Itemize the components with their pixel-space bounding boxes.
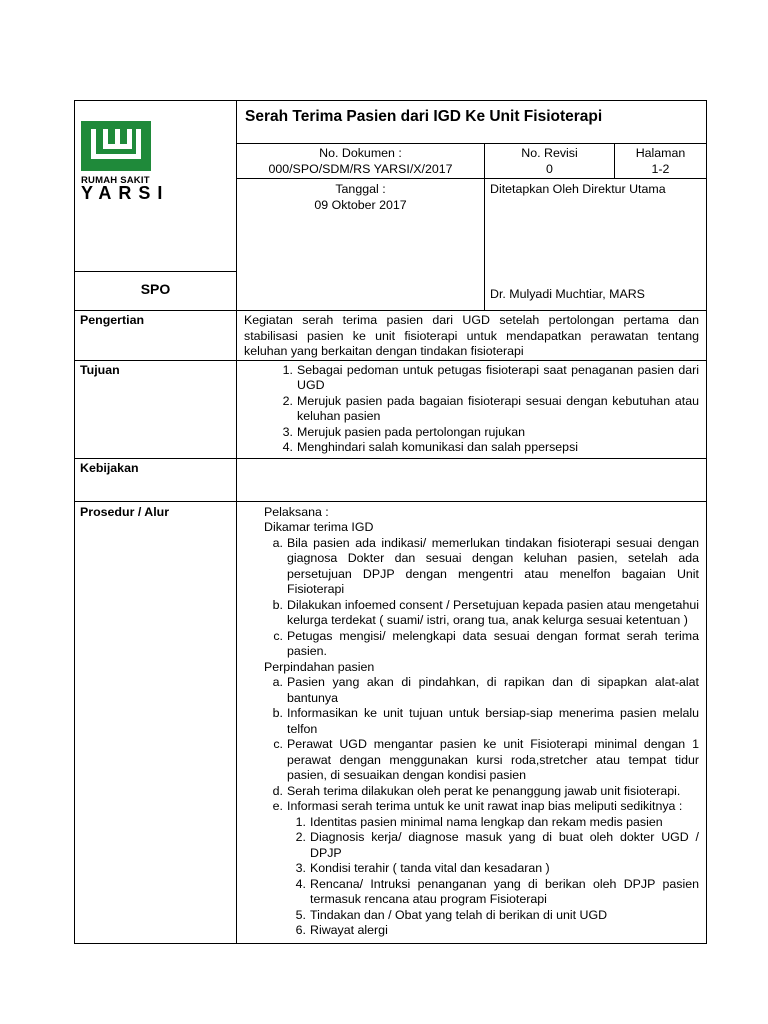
list-item-text: Serah terima dilakukan oleh perat ke penanggung jawab unit fisioterapi. — [287, 783, 681, 798]
igd-list — [272, 535, 699, 660]
pindah-list — [272, 675, 699, 815]
tanggal-label: Tanggal : — [335, 182, 386, 196]
dokumen-value: 000/SPO/SDM/RS YARSI/X/2017 — [268, 161, 453, 176]
kebijakan-label: Kebijakan — [75, 458, 237, 501]
list-item-text: Petugas mengisi/ melengkapi data sesuai dengan format serah terima pasien. — [287, 628, 699, 658]
list-item-text: Dilakukan infoemed consent / Persetujuan kepada pasien atau mengetahui kelurga terdekat ( suami/ istri, orang tua, anak kelurga sesuai ketentuan ) — [287, 597, 699, 627]
list-item-text: Merujuk pasien pada bagaian fisioterapi sesuai dengan kebutuhan atau keluhan pasien — [297, 393, 699, 423]
list-item — [295, 923, 699, 939]
list-item-text: Informasikan ke unit tujuan untuk bersiap-siap menerima pasien melalu telfon — [287, 706, 699, 736]
tujuan-label: Tujuan — [75, 360, 237, 458]
pengertian-label: Pengertian — [75, 311, 237, 361]
list-item-number: c. — [273, 628, 283, 643]
list-item — [282, 440, 699, 456]
tanggal-value: 09 Oktober 2017 — [314, 197, 407, 212]
list-item — [295, 830, 699, 861]
list-item-text: Menghindari salah komunikasi dan salah ppersepsi — [297, 440, 579, 454]
list-item — [295, 907, 699, 924]
pengertian-text: Kegiatan serah terima pasien dari UGD setelah pertolongan pertama dan stabilisasi pasien ke unit fisioterapi untuk mendapatkan perawatan tentang keluhan yang berkaitan dengan tindakan fisioterapi — [237, 311, 707, 361]
kebijakan-text — [237, 458, 707, 501]
list-item-text: Informasi serah terima untuk ke unit rawat inap bias meliputi sedikitnya : — [287, 799, 683, 813]
tujuan-cell — [237, 360, 707, 458]
list-item-number: b. — [272, 597, 283, 612]
list-item-number: b. — [272, 706, 283, 720]
dokumen-label: No. Dokumen : — [319, 146, 402, 160]
list-item-text: Sebagai pedoman untuk petugas fisioterapi saat penaganan pasien dari UGD — [297, 362, 699, 392]
revisi-label: No. Revisi — [521, 146, 578, 160]
halaman-cell — [615, 144, 707, 179]
list-item-text: Diagnosis kerja/ diagnose masuk yang di buat oleh dokter UGD / DPJP — [310, 830, 699, 860]
spo-label: SPO — [75, 272, 237, 311]
list-item-text: Kondisi terahir ( tanda vital dan kesadaran ) — [310, 861, 550, 875]
list-item — [272, 783, 699, 800]
list-item-text: Perawat UGD mengantar pasien ke unit Fisioterapi minimal dengan 1 perawat dengan menggunakan kursi roda,stretcher atau tempat tidur pasien, di sesuaikan dengan kondisi pasien — [287, 737, 699, 782]
direktur-name: Dr. Mulyadi Muchtiar, MARS — [490, 286, 645, 301]
list-item-number: 4. — [295, 876, 306, 891]
list-item-number: 4. — [282, 440, 293, 454]
spo-document — [74, 100, 706, 944]
list-item — [273, 628, 699, 660]
list-item-text: Rencana/ Intruksi penanganan yang di berikan oleh DPJP pasien termasuk rencana atau program Fisioterapi — [310, 876, 699, 906]
list-item — [272, 535, 699, 598]
logo-cell — [75, 101, 237, 272]
ditetapkan-label: Ditetapkan Oleh Direktur Utama — [490, 182, 666, 196]
dokumen-cell — [237, 144, 485, 179]
list-item-number: 2. — [282, 393, 293, 408]
halaman-label: Halaman — [635, 146, 686, 160]
list-item — [272, 799, 699, 815]
perpindahan-heading: Perpindahan pasien — [264, 659, 375, 674]
list-item-number: 3. — [295, 861, 306, 875]
list-item-number: c. — [273, 737, 283, 751]
list-item-number: 5. — [295, 907, 306, 922]
info-list — [295, 814, 699, 939]
list-item-text: Merujuk pasien pada pertolongan rujukan — [297, 424, 526, 439]
list-item — [295, 876, 699, 908]
list-item-number: 1. — [282, 362, 293, 377]
list-item — [272, 675, 699, 706]
list-item-number: a. — [272, 675, 283, 689]
list-item-text: Riwayat alergi — [310, 923, 388, 937]
ditetapkan-cell — [485, 179, 707, 311]
list-item-text: Identitas pasien minimal nama lengkap dan rekam medis pasien — [310, 814, 663, 829]
list-item-number: 3. — [282, 424, 293, 439]
list-item — [272, 706, 699, 737]
list-item — [282, 424, 699, 441]
pelaksana-label: Pelaksana : — [264, 504, 329, 519]
logo-subtitle: RUMAH SAKIT — [81, 175, 150, 186]
list-item — [282, 393, 699, 425]
revisi-value: 0 — [546, 161, 553, 176]
document-title: Serah Terima Pasien dari IGD Ke Unit Fisioterapi — [237, 101, 707, 144]
spo-table — [74, 100, 707, 944]
tanggal-cell — [237, 179, 485, 311]
halaman-value: 1-2 — [651, 161, 670, 176]
list-item-number: a. — [272, 535, 283, 550]
list-item-text: Bila pasien ada indikasi/ memerlukan tindakan fisioterapi sesuai dengan giagnosa Dokter dan sesuai dengan keluhan pasien, setelah ada persetujuan DPJP dengan mengentri atau menelfon bagaian Unit Fisioterapi — [287, 535, 699, 596]
list-item-number: 1. — [295, 814, 306, 829]
list-item-number: d. — [272, 783, 283, 798]
list-item-text: Tindakan dan / Obat yang telah di berikan di unit UGD — [310, 907, 608, 922]
list-item-text: Pasien yang akan di pindahkan, di rapikan dan di sipapkan alat-alat bantunya — [287, 675, 699, 705]
dikamar-heading: Dikamar terima IGD — [264, 520, 374, 534]
tujuan-list — [282, 362, 699, 456]
list-item — [273, 737, 699, 784]
revisi-cell — [485, 144, 615, 179]
list-item-number: 2. — [295, 830, 306, 844]
list-item-number: 6. — [295, 923, 306, 937]
list-item — [295, 861, 699, 877]
list-item — [282, 362, 699, 394]
list-item-number: e. — [272, 799, 283, 813]
hospital-logo-icon — [81, 121, 151, 171]
logo-name: YARSI — [81, 183, 170, 203]
prosedur-cell — [237, 501, 707, 943]
list-item — [272, 597, 699, 629]
prosedur-label: Prosedur / Alur — [75, 501, 237, 943]
list-item — [295, 814, 699, 831]
